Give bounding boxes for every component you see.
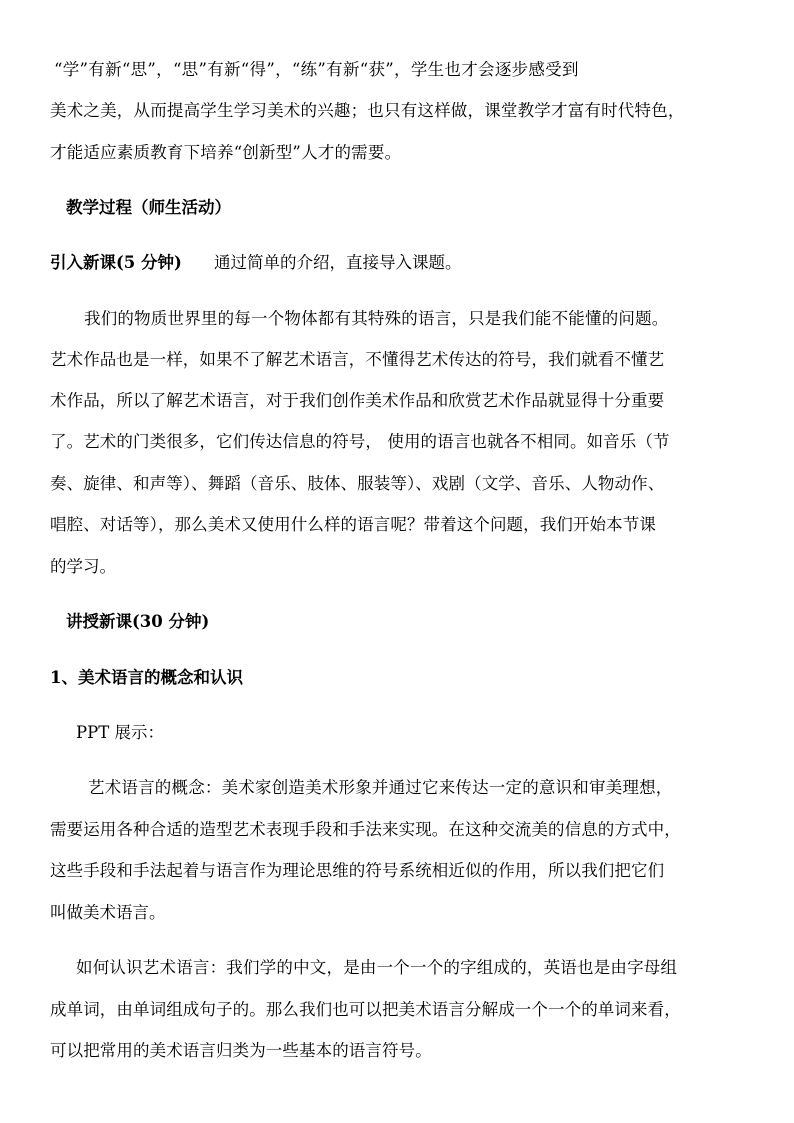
intro-line-1: “学”有新“思”，“思”有新“得”，“练”有新“获”，学生也才会逐步感受到 [54, 60, 579, 79]
teach-new-heading: 讲授新课(30 分钟) [66, 612, 210, 631]
language-line-6: 唱腔、对话等），那么美术又使用什么样的语言呢？带着这个问题，我们开始本节课 [50, 515, 656, 534]
language-line-4: 了。艺术的门类很多，它们传达信息的符号， 使用的语言也就各不相同。如音乐（节 [50, 432, 670, 451]
concept-line-3: 这些手段和手法起着与语言作为理论思维的符号系统相近似的作用，所以我们把它们 [50, 861, 665, 880]
language-line-1: 我们的物质世界里的每一个物体都有其特殊的语言，只是我们能不能懂的问题。 [84, 309, 669, 328]
language-line-5: 奏、旋律、和声等）、舞蹈（音乐、肢体、服装等）、戏剧（文学、音乐、人物动作、 [50, 474, 665, 493]
section-1-heading: 1、美术语言的概念和认识 [50, 668, 243, 687]
new-lesson-label: 引入新课(5 分钟) [50, 253, 182, 272]
concept-line-4: 叫做美术语言。 [50, 903, 166, 922]
new-lesson-text: 通过简单的介绍，直接导入课题。 [214, 253, 462, 272]
intro-line-2: 美术之美，从而提高学生学习美术的兴趣；也只有这样做，课堂教学才富有时代特色， [50, 101, 685, 120]
language-line-2: 艺术作品也是一样，如果不了解艺术语言，不懂得艺术传达的符号，我们就看不懂艺 [50, 350, 665, 369]
concept-line-1: 艺术语言的概念：美术家创造美术形象并通过它来传达一定的意识和审美理想， [88, 778, 673, 797]
recognize-line-3: 可以把常用的美术语言归类为一些基本的语言符号。 [50, 1041, 432, 1060]
recognize-line-1: 如何认识艺术语言：我们学的中文，是由一个一个的字组成的，英语也是由字母组 [76, 958, 678, 977]
recognize-line-2: 成单词，由单词组成句子的。那么我们也可以把美术语言分解成一个一个的单词来看， [50, 1000, 681, 1019]
teaching-process-heading: 教学过程（师生活动） [66, 198, 231, 217]
language-line-3: 术作品，所以了解艺术语言，对于我们创作美术作品和欣赏艺术作品就显得十分重要 [50, 391, 665, 410]
language-line-7: 的学习。 [50, 557, 116, 576]
concept-line-2: 需要运用各种合适的造型艺术表现手段和手法来实现。在这种交流美的信息的方式中， [50, 820, 681, 839]
ppt-label: PPT 展示： [76, 723, 164, 742]
intro-line-3: 才能适应素质教育下培养“创新型”人才的需要。 [50, 143, 402, 162]
